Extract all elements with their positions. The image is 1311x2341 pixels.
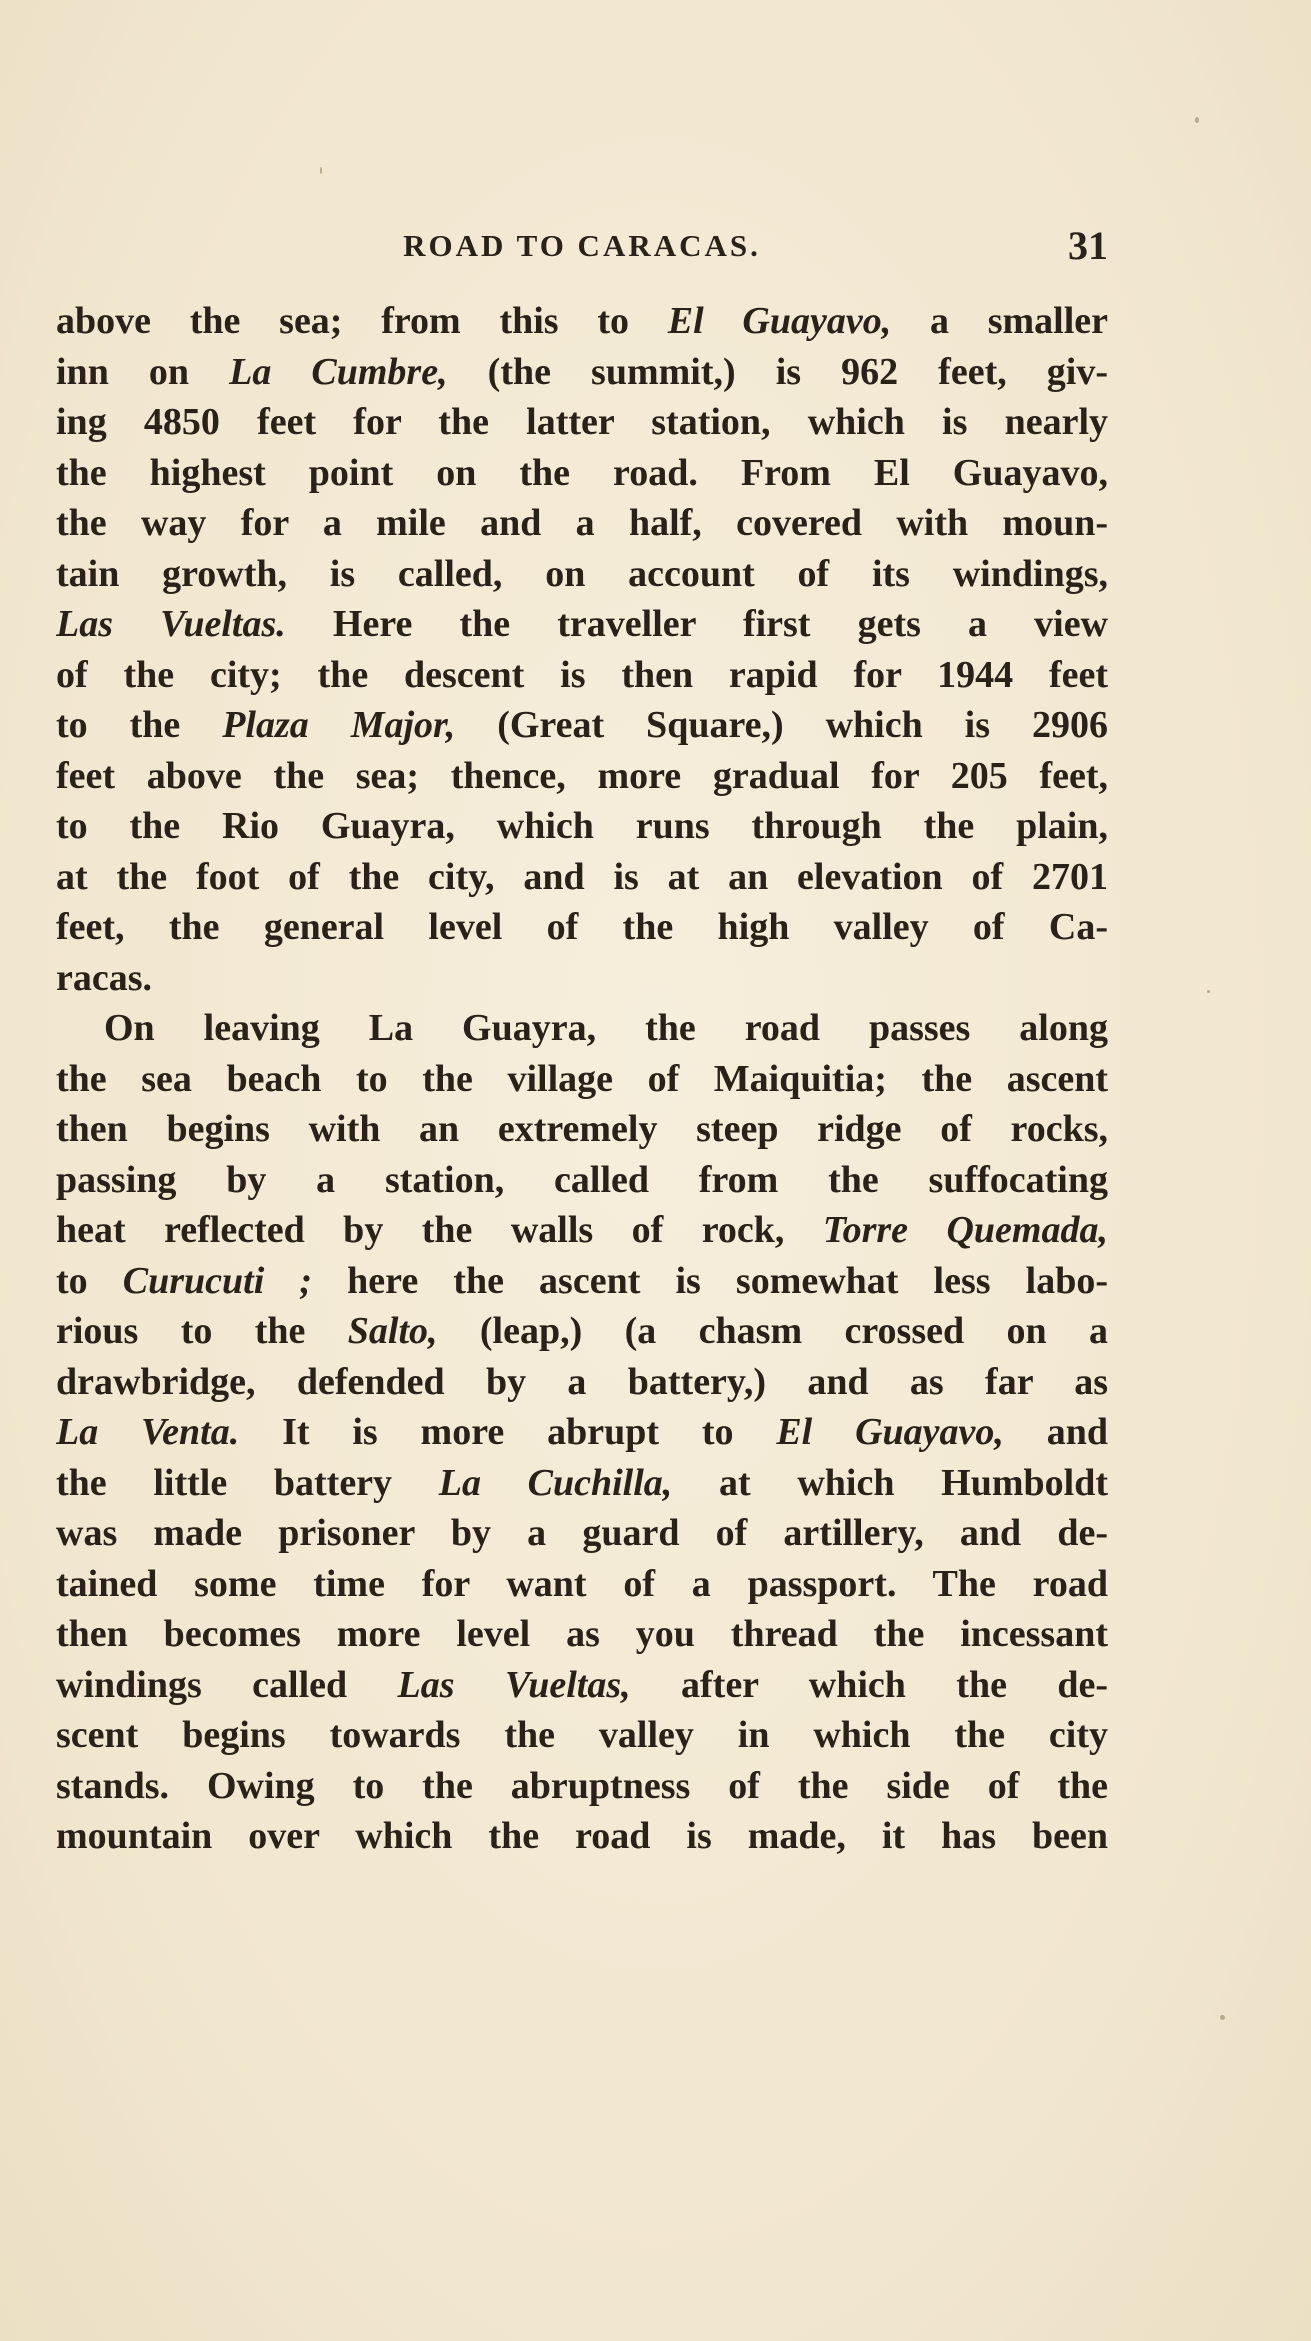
text-line: heat reflected by the walls of rock, Torre Quemada, bbox=[56, 1209, 1108, 1251]
text-line: racas. bbox=[56, 956, 153, 999]
text-line: inn on La Cumbre, (the summit,) is 962 feet, giv- bbox=[56, 350, 1108, 393]
body-text bbox=[56, 296, 1108, 1862]
text-line: scent begins towards the valley in which the city bbox=[56, 1714, 1108, 1756]
text-line: mountain over which the road is made, it has been bbox=[56, 1815, 1108, 1857]
text-line: windings called Las Vueltas, after which the de- bbox=[56, 1663, 1108, 1706]
text-line: ing 4850 feet for the latter station, which is nearly bbox=[56, 401, 1108, 443]
text-line: to the Plaza Major, (Great Square,) which is 2906 bbox=[56, 704, 1108, 746]
paper-speck bbox=[1220, 2015, 1225, 2020]
text-line: the sea beach to the village of Maiquitia; the ascent bbox=[56, 1057, 1108, 1100]
text-line: tain growth, is called, on account of its windings, bbox=[56, 552, 1108, 595]
page-number: 31 bbox=[1068, 223, 1108, 268]
text-line: feet, the general level of the high valley of Ca- bbox=[56, 906, 1108, 948]
text-line: Las Vueltas. Here the traveller first gets a view bbox=[56, 603, 1108, 645]
text-line: On leaving La Guayra, the road passes along bbox=[104, 1007, 1108, 1049]
text-line: was made prisoner by a guard of artillery, and de- bbox=[56, 1512, 1108, 1554]
paper-speck bbox=[320, 167, 322, 174]
text-line: of the city; the descent is then rapid for 1944 feet bbox=[56, 653, 1108, 696]
text-line: the way for a mile and a half, covered with moun- bbox=[56, 502, 1108, 544]
text-line: above the sea; from this to El Guayavo, a smaller bbox=[56, 300, 1108, 342]
running-head: ROAD TO CARACAS. bbox=[403, 228, 761, 263]
text-line: to the Rio Guayra, which runs through the plain, bbox=[56, 805, 1108, 847]
text-line: passing by a station, called from the suffocating bbox=[56, 1158, 1108, 1201]
text-line: drawbridge, defended by a battery,) and as far as bbox=[56, 1360, 1108, 1403]
text-line: rious to the Salto, (leap,) (a chasm crossed on a bbox=[56, 1310, 1108, 1352]
text-line: feet above the sea; thence, more gradual for 205 feet, bbox=[56, 754, 1108, 797]
page-header bbox=[56, 222, 1108, 272]
text-line: stands. Owing to the abruptness of the side of the bbox=[56, 1764, 1108, 1807]
paper-speck bbox=[1207, 990, 1210, 993]
text-line: the little battery La Cuchilla, at which Humboldt bbox=[56, 1461, 1108, 1504]
text-line: the highest point on the road. From El Guayavo, bbox=[56, 451, 1108, 494]
text-line: La Venta. It is more abrupt to El Guayavo, and bbox=[56, 1411, 1108, 1453]
text-line: then becomes more level as you thread the incessant bbox=[56, 1613, 1108, 1655]
paper-speck bbox=[1195, 117, 1199, 123]
text-line: tained some time for want of a passport. The road bbox=[56, 1562, 1108, 1605]
text-line: at the foot of the city, and is at an elevation of 2701 bbox=[56, 855, 1108, 898]
text-line: then begins with an extremely steep ridge of rocks, bbox=[56, 1108, 1108, 1150]
text-line: to Curucuti ; here the ascent is somewhat less labo- bbox=[56, 1259, 1108, 1302]
